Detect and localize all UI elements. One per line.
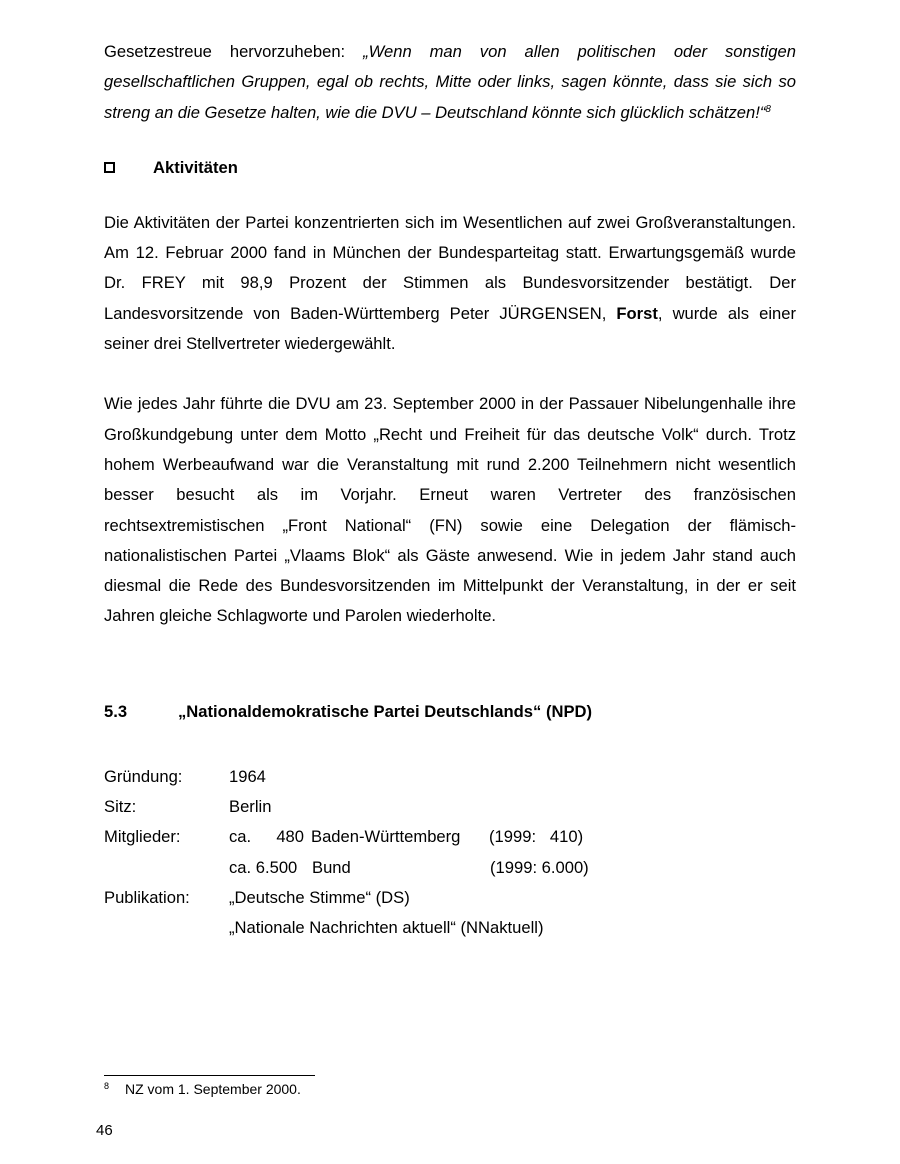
section-title: „Nationaldemokratische Partei Deutschlands“ (NPD) [178,701,593,721]
members-region: Baden-Württemberg [311,827,461,847]
members-previous: (1999: 6.000) [490,857,589,877]
section-heading [104,700,796,724]
members-previous: (1999: 410) [489,827,584,847]
footnote-divider [104,1075,315,1076]
members-prefix: ca. [229,827,252,847]
activities-heading [104,157,796,179]
seat-value: Berlin [229,797,272,817]
members-entry [229,827,630,847]
footnote [104,1081,301,1097]
section-number: 5.3 [104,701,128,721]
members-row-1 [104,822,630,852]
footnote-number: 8 [104,1081,110,1091]
founding-row [104,762,630,792]
intro-paragraph [104,37,796,128]
activities-text-a: Die Aktivitäten der Partei konzentrierten sich im Wesentlichen auf zwei Großveranstaltungen. Am 12. Februar 2000 fand in München der Bundesparteitag statt. Erwartungsgemäß wurde Dr. FREY mit 98,9 Prozent der Stimmen als Bundesvorsitzender bestätigt. Der Landesvorsitzende von Baden-Württemberg Peter JÜRGENSEN, [104,212,796,323]
members-region: Bund [312,857,351,877]
footnote-reference[interactable]: 8 [765,103,771,115]
members-label: Mitglieder: [104,827,181,847]
seat-row [104,792,630,822]
activities-paragraph-1 [104,208,796,359]
members-count: 480 [276,827,304,847]
founding-value: 1964 [229,766,266,786]
page-body [104,37,796,944]
publication-label: Publikation: [104,888,190,908]
page-number: 46 [96,1122,113,1139]
checkbox-bullet-icon [104,162,115,173]
publication-item: „Nationale Nachrichten aktuell“ (NNaktuell) [229,918,544,938]
publication-row-1 [104,883,630,913]
activities-paragraph-2: Wie jedes Jahr führte die DVU am 23. September 2000 in der Passauer Nibelungenhalle ihre Großkundgebung unter dem Motto „Recht und Freiheit für das deutsche Volk“ durch. Trotz hohem Werbeaufwand war die Veranstaltung mit rund 2.200 Teilnehmern nicht wesentlich besser besucht als im Vorjahr. Erneut waren Vertreter des französischen rechtsextremistischen „Front National“ (FN) sowie eine Delegation der flämisch-nationalistischen Partei „Vlaams Blok“ als Gäste anwesend. Wie in jedem Jahr stand auch diesmal die Rede des Bundesvorsitzenden im Mittelpunkt der Veranstaltung, in der er seit Jahren gleiche Schlagworte und Parolen wiederholte. [104,394,796,626]
intro-lead: Gesetzestreue hervorzuheben: [104,42,364,61]
activities-bold-forst: Forst [616,303,658,323]
members-prefix: ca. 6.500 [229,857,298,877]
activities-text-b: , wurde als einer seiner drei Stellvertreter wiedergewählt. [104,303,797,354]
party-facts-table [104,762,630,944]
members-entry [229,858,630,878]
activities-heading-text: Aktivitäten [153,157,238,177]
publication-item: „Deutsche Stimme“ (DS) [229,888,410,908]
intro-quote: „Wenn man von allen politischen oder sonstigen gesellschaftlichen Gruppen, egal ob rechts, Mitte oder links, sagen könnte, dass sie sich so streng an die Gesetze halten, wie die DVU – Deutschland könnte sich glücklich schätzen!“ [104,42,796,122]
members-row-2 [104,853,630,883]
founding-label: Gründung: [104,766,183,786]
seat-label: Sitz: [104,797,137,817]
footnote-text: NZ vom 1. September 2000. [125,1081,301,1097]
publication-row-2 [104,913,630,943]
